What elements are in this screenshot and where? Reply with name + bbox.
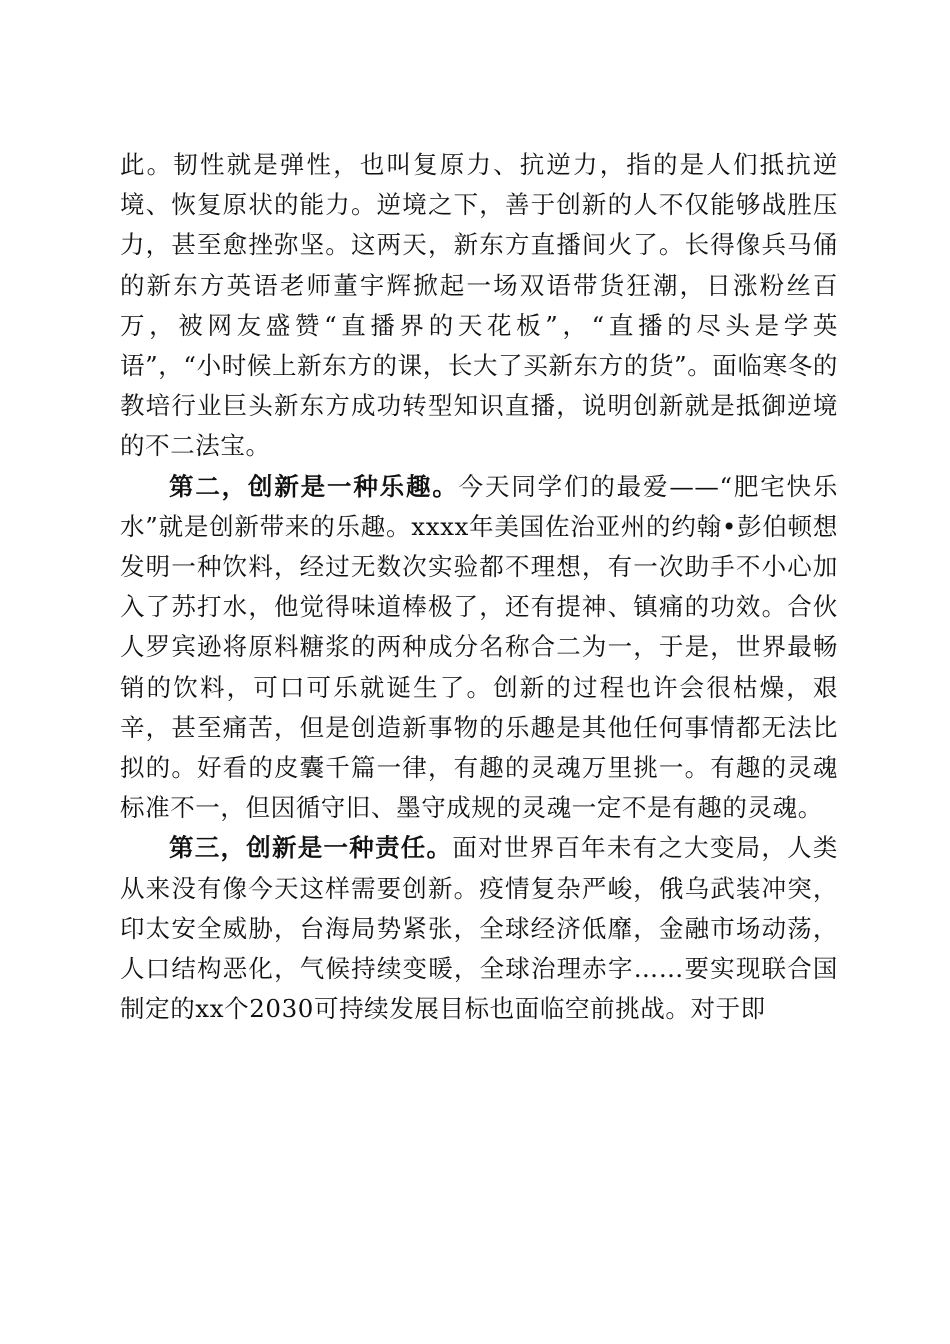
paragraph-text: 此。韧性就是弹性，也叫复原力、抗逆力，指的是人们抵抗逆境、恢复原状的能力。逆境之下，善于创新的人不仅能够战胜压力，甚至愈挫弥坚。这两天，新东方直播间火了。长得像兵马俑的新东方英语老师董宇辉掀起一场双语带货狂潮，日涨粉丝百万，被网友盛赞“直播界的天花板”，“直播的尽头是学英语”，“小时候上新东方的课，长大了买新东方的货”。面临寒冬的教培行业巨头新东方成功转型知识直播，说明创新就是抵御逆境的不二法宝。	[120, 150, 838, 461]
paragraph-text: 面对世界百年未有之大变局，人类从来没有像今天这样需要创新。疫情复杂严峻，俄乌武装冲突，印太安全威胁，台海局势紧张，全球经济低靡，金融市场动荡，人口结构恶化，气候持续变暖，全球治理赤字……要实现联合国制定的xx个2030可持续发展目标也面临空前挑战。对于即	[120, 833, 838, 1024]
paragraph-resilience	[120, 145, 838, 467]
paragraph-lead: 第三，创新是一种责任。	[169, 833, 453, 863]
document-body	[120, 145, 838, 1029]
paragraph-responsibility	[120, 828, 838, 1029]
paragraph-lead: 第二，创新是一种乐趣。	[169, 471, 459, 501]
paragraph-text: 今天同学们的最爱——“肥宅快乐水”就是创新带来的乐趣。xxxx年美国佐治亚州的约翰•彭伯顿想发明一种饮料，经过无数次实验都不理想，有一次助手不小心加入了苏打水，他觉得味道棒极了，还有提神、镇痛的功效。合伙人罗宾逊将原料糖浆的两种成分名称合二为一，于是，世界最畅销的饮料，可口可乐就诞生了。创新的过程也许会很枯燥，艰辛，甚至痛苦，但是创造新事物的乐趣是其他任何事情都无法比拟的。好看的皮囊千篇一律，有趣的灵魂万里挑一。有趣的灵魂标准不一，但因循守旧、墨守成规的灵魂一定不是有趣的灵魂。	[120, 471, 838, 823]
paragraph-fun	[120, 467, 838, 829]
